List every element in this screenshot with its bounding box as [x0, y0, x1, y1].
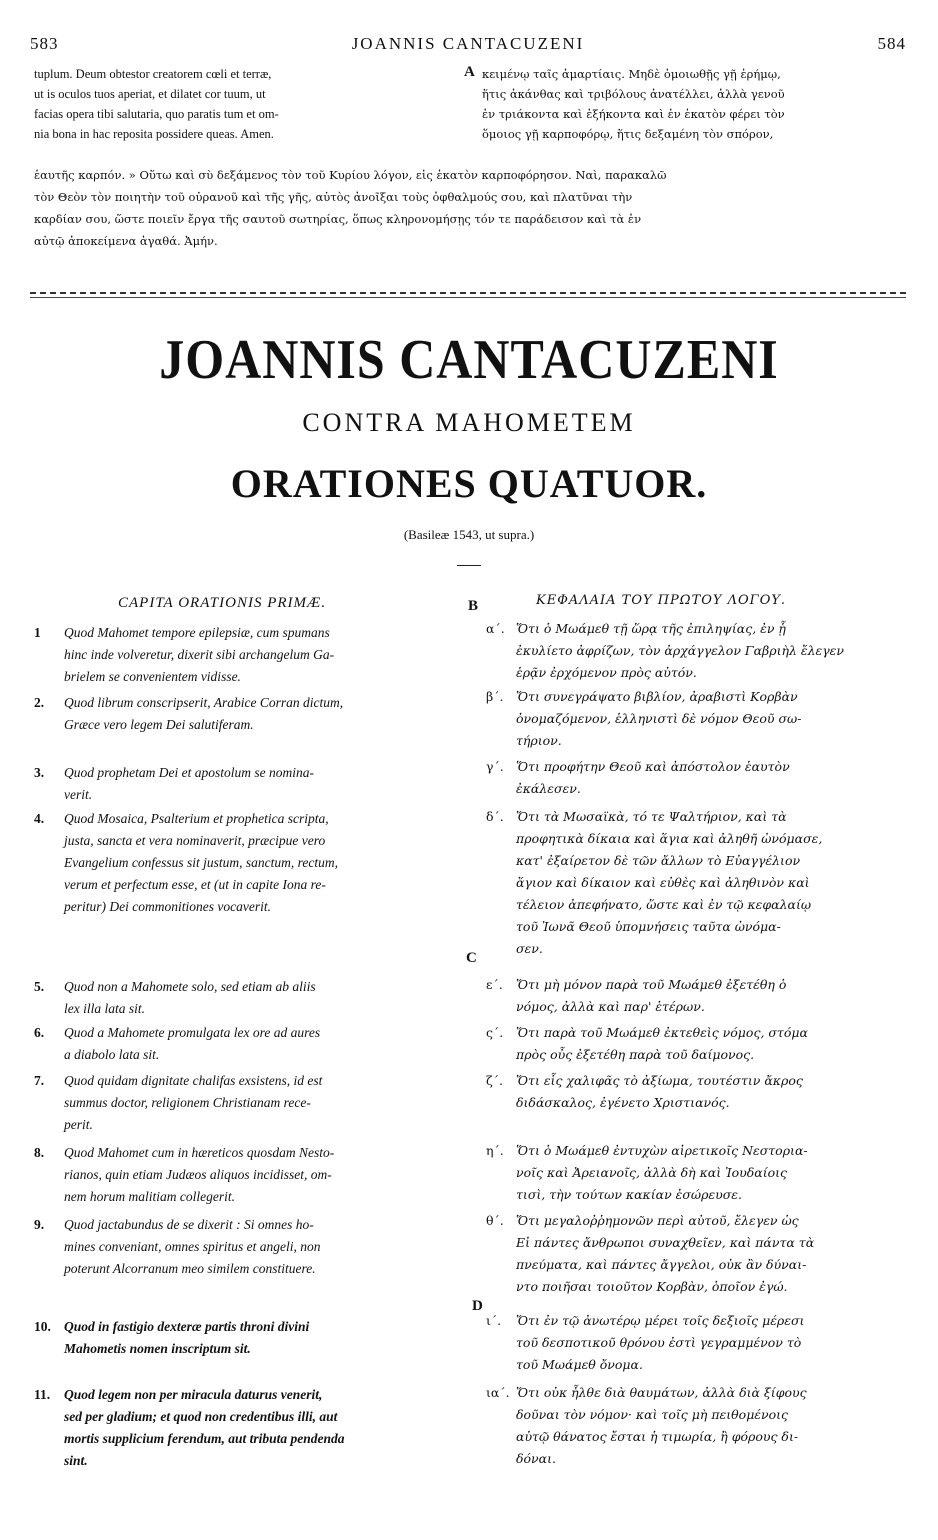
short-rule [457, 565, 481, 566]
item-number: 11. [34, 1387, 51, 1402]
text-line: lex illa lata sit. [64, 1001, 145, 1016]
text-line: τισὶ, τὴν τούτων κακίαν ἐσώρευσε. [516, 1187, 742, 1202]
item-number: θ΄. [486, 1213, 504, 1228]
text-line: ut is oculos tuos aperiat, et dilatet cor tuum, ut [34, 87, 266, 101]
text-line: peritur) Dei commonitiones vocaverit. [64, 899, 271, 914]
latin-item-10 [34, 1316, 466, 1360]
text-line: a diabolo lata sit. [64, 1047, 160, 1062]
text-line: ἅγιον καὶ δίκαιον καὶ εὐθὲς καὶ ἀληθινὸν καὶ [516, 875, 810, 890]
preceding-greek [482, 64, 906, 144]
text-line: δοῦναι τὸν νόμον· καὶ τοῖς μὴ πειθομένοις [516, 1407, 789, 1422]
text-line: summus doctor, religionem Christianam rece- [64, 1095, 311, 1110]
running-title: JOANNIS CANTACUZENI [351, 34, 585, 53]
section-divider [30, 292, 906, 294]
text-line: tuplum. Deum obtestor creatorem cœli et terræ, [34, 67, 272, 81]
text-line: τοῦ δεσποτικοῦ θρόνου ἐστὶ γεγραμμένον τὸ [516, 1335, 802, 1350]
text-line: Quod jactabundus de se dixerit : Si omnes ho- [64, 1217, 314, 1232]
text-line: τοῦ Μωάμεθ ὄνομα. [516, 1357, 643, 1372]
text-line: Quod librum conscripserit, Arabice Corran dictum, [64, 695, 344, 710]
text-line: Ὅτι ὁ Μωάμεθ τῇ ὥρᾳ τῆς ἐπιληψίας, ἐν ᾗ [516, 621, 786, 636]
item-number: ια΄. [486, 1385, 510, 1400]
text-line: Ὅτι τὰ Μωσαϊκὰ, τό τε Ψαλτήριον, καὶ τὰ [516, 809, 787, 824]
text-line: perit. [64, 1117, 93, 1132]
preceding-columns [34, 64, 906, 164]
text-line: αὐτῷ θάνατος ἔσται ἡ τιμωρία, ἢ φόρους δι- [516, 1429, 799, 1444]
item-number: ζ΄. [486, 1073, 503, 1088]
greek-item-9 [486, 1210, 906, 1298]
preceding-latin [34, 64, 460, 144]
item-number: 4. [34, 811, 45, 826]
text-line: poterunt Alcorranum meo similem constituere. [64, 1261, 316, 1276]
text-line: Quod Mahomet tempore epilepsiæ, cum spumans [64, 625, 330, 640]
text-line: νοῖς καὶ Ἀρειανοῖς, ἀλλὰ δὴ καὶ Ἰουδαίοις [516, 1165, 788, 1180]
text-line: Quod quidam dignitate chalifas exsistens, id est [64, 1073, 323, 1088]
work-subtitle: CONTRA MAHOMETEM [302, 408, 636, 437]
latin-item-8 [34, 1142, 466, 1208]
text-line: rianos, quin etiam Judæos aliquos incidisset, om- [64, 1167, 332, 1182]
greek-item-4 [486, 806, 906, 960]
item-number: η΄. [486, 1143, 504, 1158]
text-line: καρδίαν σου, ὥστε ποιεῖν ἔργα τῆς σαυτοῦ σωτηρίας, ὅπως κληρονομήσῃς τόν τε παράδεισον καὶ τὰ ἐν [34, 212, 642, 226]
greek-item-1 [486, 618, 906, 684]
text-line: Ὅτι ὁ Μωάμεθ ἐντυχὼν αἱρετικοῖς Νεστορια- [516, 1143, 808, 1158]
latin-item-4 [34, 808, 466, 918]
text-line: δόναι. [516, 1451, 556, 1466]
item-number: 5. [34, 979, 45, 994]
text-line: Ὅτι συνεγράψατο βιβλίον, ἀραβιστὶ Κορβὰν [516, 689, 798, 704]
margin-marker-b: B [468, 598, 479, 614]
text-line: nem horum malitiam collegerit. [64, 1189, 235, 1204]
latin-item-3 [34, 762, 466, 806]
item-number: 3. [34, 765, 45, 780]
text-line: Quod Mahomet cum in hæreticos quosdam Nesto- [64, 1145, 335, 1160]
preceding-text [34, 64, 906, 252]
text-line: Evangelium confessus sit justum, sanctum, rectum, [64, 855, 338, 870]
item-number: β΄. [486, 689, 504, 704]
text-line: Mahometis nomen inscriptum sit. [64, 1341, 251, 1356]
item-number: δ΄. [486, 809, 504, 824]
text-line: Quod legem non per miracula daturus venerit, [64, 1387, 323, 1402]
text-line: κειμένῳ ταῖς ἁμαρτίαις. Μηδὲ ὁμοιωθῇς γῇ ἐρήμῳ, [482, 67, 781, 81]
text-line: Ὅτι παρὰ τοῦ Μωάμεθ ἐκτεθεὶς νόμος, στόμα [516, 1025, 808, 1040]
text-line: Quod Mosaica, Psalterium et prophetica scripta, [64, 811, 329, 826]
text-line: sint. [64, 1453, 88, 1468]
text-line: πρὸς οὖς ἐξετέθη παρὰ τοῦ δαίμονος. [516, 1047, 755, 1062]
text-line: ἑρᾷν ἐρχόμενον πρὸς αὐτόν. [516, 665, 697, 680]
text-line: Εἰ πάντες ἄνθρωποι συναχθεῖεν, καὶ πάντα τὰ [516, 1235, 815, 1250]
edition-note: (Basileæ 1543, ut supra.) [403, 527, 535, 542]
page-number-right: 584 [877, 34, 906, 53]
text-line: mines conveniant, omnes spiritus et angeli, non [64, 1239, 321, 1254]
text-line: verit. [64, 787, 93, 802]
text-line: Græce vero legem Dei salutiferam. [64, 717, 254, 732]
text-line: justa, sancta et vera nominaverit, præcipue vero [64, 833, 326, 848]
greek-item-7 [486, 1070, 906, 1114]
item-number: 2. [34, 695, 45, 710]
text-line: mortis supplicium ferendum, aut tributa pendenda [64, 1431, 345, 1446]
text-line: κατ' ἐξαίρετον δὲ τῶν ἄλλων τὸ Εὐαγγέλιον [516, 853, 801, 868]
text-line: σεν. [516, 941, 543, 956]
text-line: Quod in fastigio dexteræ partis throni divini [64, 1319, 310, 1334]
text-line: nia bona in hac reposita possidere queas. Amen. [34, 127, 274, 141]
item-number: ε΄. [486, 977, 503, 992]
item-number: γ΄. [486, 759, 504, 774]
text-line: Quod a Mahomete promulgata lex ore ad aures [64, 1025, 321, 1040]
text-line: ἐκυλίετο ἀφρίζων, τὸν ἀρχάγγελον Γαβριὴλ ἔλεγεν [516, 643, 844, 658]
item-number: ς΄. [486, 1025, 504, 1040]
greek-item-8 [486, 1140, 906, 1206]
text-line: Ὅτι προφήτην Θεοῦ καὶ ἀπόστολον ἑαυτὸν [516, 759, 790, 774]
text-line: τοῦ Ἰωνᾶ Θεοῦ ὑπομνήσεις ταῦτα ὠνόμα- [516, 919, 781, 934]
item-number: 8. [34, 1145, 45, 1160]
item-number: ι΄. [486, 1313, 502, 1328]
text-line: Quod prophetam Dei et apostolum se nomina- [64, 765, 314, 780]
text-line: ὅμοιος γῇ καρποφόρῳ, ἥτις δεξαμένη τὸν σπόρον, [482, 127, 774, 141]
page-number-left: 583 [30, 34, 59, 53]
text-line: τέλειον ἀπεφήνατο, ὥστε καὶ ἐν τῷ κεφαλαίῳ [516, 897, 812, 912]
text-line: Quod non a Mahomete solo, sed etiam ab aliis [64, 979, 316, 994]
preceding-greek-full [34, 164, 906, 252]
latin-item-5 [34, 976, 466, 1020]
greek-section-heading: ΚΕΦΑΛΑΙΑ ΤΟΥ ΠΡΩΤΟΥ ΛΟΓΟΥ. [536, 593, 787, 608]
text-line: Ὅτι εἷς χαλιφᾶς τὸ ἀξίωμα, τουτέστιν ἄκρος [516, 1073, 803, 1088]
text-line: ὀνομαζόμενον, ἑλληνιστὶ δὲ νόμον Θεοῦ σω- [516, 711, 802, 726]
latin-item-7 [34, 1070, 466, 1136]
text-line: hinc inde volveretur, dixerit sibi archangelum Ga- [64, 647, 335, 662]
item-number: 10. [34, 1319, 51, 1334]
work-title: JOANNIS CANTACUZENI [159, 327, 779, 391]
running-head [30, 34, 906, 54]
text-line: sed per gladium; et quod non credentibus illi, aut [64, 1409, 338, 1424]
margin-marker-a: A [464, 64, 475, 80]
text-line: Ὅτι μὴ μόνον παρὰ τοῦ Μωάμεθ ἐξετέθη ὁ [516, 977, 787, 992]
greek-item-5 [486, 974, 906, 1018]
greek-item-10 [486, 1310, 906, 1376]
text-line: Ὅτι ἐν τῷ ἀνωτέρῳ μέρει τοῖς δεξιοῖς μέρεσι [516, 1313, 805, 1328]
text-line: τήριον. [516, 733, 562, 748]
item-number: 7. [34, 1073, 45, 1088]
greek-item-11 [486, 1382, 906, 1470]
greek-item-6 [486, 1022, 906, 1066]
text-line: Ὅτι μεγαλοῤῥημονῶν περὶ αὐτοῦ, ἔλεγεν ὡς [516, 1213, 799, 1228]
text-line: ἥτις ἀκάνθας καὶ τριβόλους ἀνατέλλει, ἀλλὰ γενοῦ [482, 87, 785, 101]
work-title-orationes: ORATIONES QUATUOR. [230, 461, 708, 506]
text-line: αὐτῷ ἀποκείμενα ἀγαθά. Ἀμήν. [34, 234, 218, 248]
margin-marker-d: D [472, 1298, 483, 1314]
text-line: πνεύματα, καὶ πάντες ἄγγελοι, οὐκ ἂν δύναι- [516, 1257, 807, 1272]
item-number: 9. [34, 1217, 45, 1232]
latin-item-1 [34, 622, 466, 688]
text-line: verum et perfectum esse, et (ut in capite Iona re- [64, 877, 326, 892]
item-number: 6. [34, 1025, 45, 1040]
latin-item-6 [34, 1022, 466, 1066]
text-line: προφητικὰ δίκαια καὶ ἅγια καὶ ἀληθῆ ὠνόμασε, [516, 831, 823, 846]
text-line: ντο ποιῆσαι τοιοῦτον Κορβὰν, ὁποῖον ἐγώ. [516, 1279, 788, 1294]
text-line: facias opera tibi salutaria, quo paratis tum et om- [34, 107, 279, 121]
text-line: ἐν τριάκοντα καὶ ἑξήκοντα καὶ ἐν ἑκατὸν φέρει τὸν [482, 107, 785, 121]
item-number: 1 [34, 625, 41, 640]
item-number: α΄. [486, 621, 505, 636]
section-divider-underline [30, 297, 906, 298]
text-line: νόμος, ἀλλὰ καὶ παρ' ἑτέρων. [516, 999, 705, 1014]
latin-item-11 [34, 1384, 466, 1472]
text-line: τὸν Θεὸν τὸν ποιητὴν τοῦ οὐρανοῦ καὶ τῆς γῆς, αὐτὸς ἀνοῖξαι τοὺς ὀφθαλμούς σου, καὶ πλατῦναι τὴν [34, 190, 633, 204]
latin-item-2 [34, 692, 466, 736]
latin-item-9 [34, 1214, 466, 1280]
text-line: διδάσκαλος, ἐγένετο Χριστιανός. [516, 1095, 730, 1110]
text-line: brielem se convenientem vidisse. [64, 669, 241, 684]
latin-section-heading: CAPITA ORATIONIS PRIMÆ. [118, 595, 327, 611]
text-line: Ὅτι οὐκ ἦλθε διὰ θαυμάτων, ἀλλὰ διὰ ξίφους [516, 1385, 807, 1400]
text-line: ἐκάλεσεν. [516, 781, 581, 796]
text-line: ἑαυτῆς καρπόν. » Οὕτω καὶ σὺ δεξάμενος τὸν τοῦ Κυρίου λόγον, εἰς ἑκατὸν καρποφόρησον. Ναὶ, παρακαλῶ [34, 168, 667, 182]
greek-item-3 [486, 756, 906, 800]
margin-marker-c: C [466, 950, 477, 966]
greek-item-2 [486, 686, 906, 752]
